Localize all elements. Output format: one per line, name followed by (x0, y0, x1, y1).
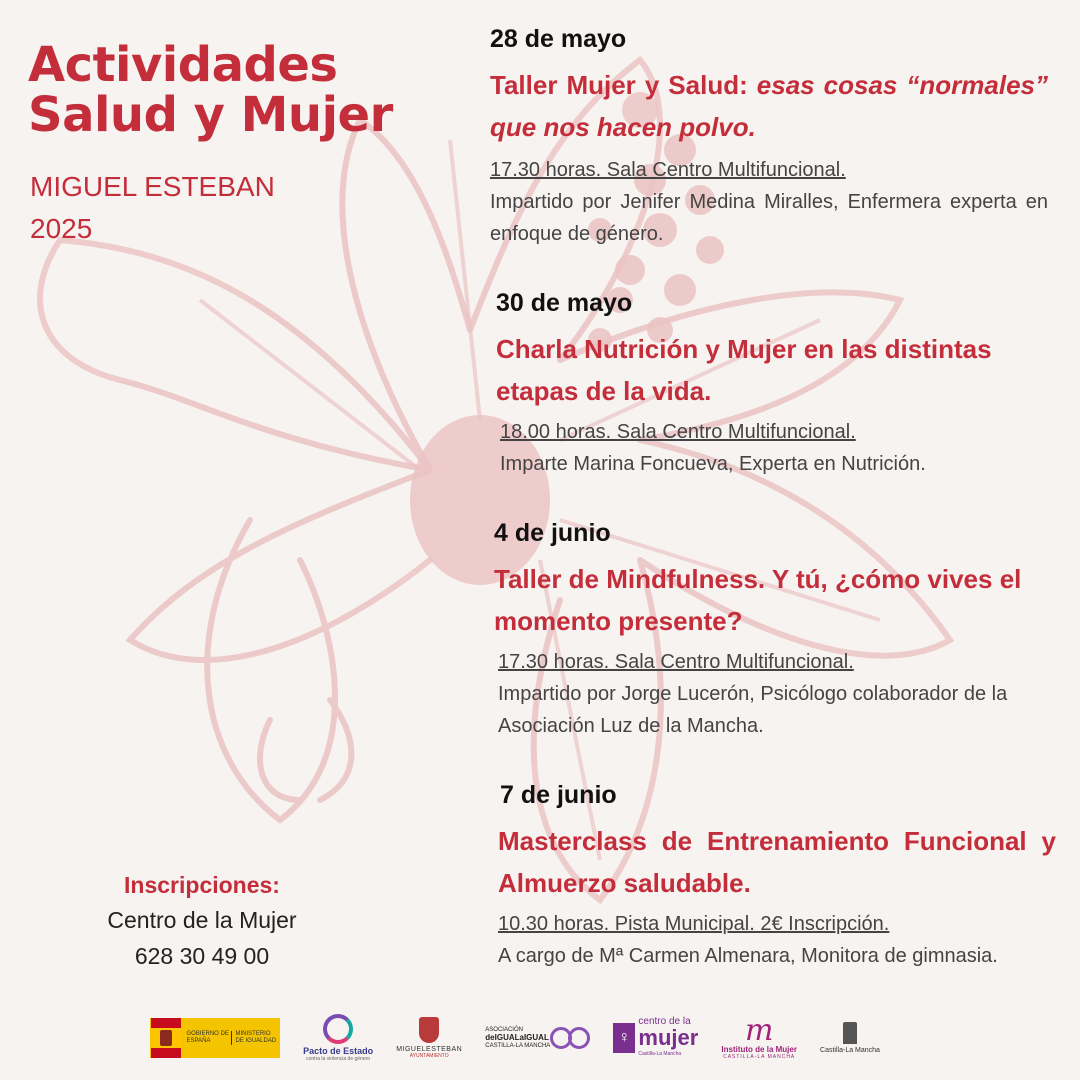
event-title-italic: esas cosas “normales” que nos hacen polvo. (490, 70, 1048, 142)
spain-flag-icon (151, 1018, 181, 1058)
gender-symbols-icon (554, 1027, 590, 1049)
event-4 (498, 780, 1056, 972)
instituto-mujer-logo (721, 1012, 797, 1060)
page-title (28, 37, 393, 143)
instituto-m-icon: m (744, 1012, 774, 1048)
centro-label: centro de la (638, 1016, 691, 1027)
asociacion-name: deIGUALaIGUAL (485, 1033, 549, 1042)
instituto-region: CASTILLA-LA MANCHA (723, 1053, 796, 1060)
location: MIGUEL ESTEBAN (30, 171, 275, 202)
event-title: Masterclass de Entrenamiento Funcional y Almuerzo saludable. (498, 826, 1056, 898)
event-date: 4 de junio (494, 519, 611, 547)
event-date: 28 de mayo (490, 25, 627, 53)
event-time-place: 10.30 horas. Pista Municipal. 2€ Inscripción. (498, 913, 890, 935)
pacto-label: Pacto de Estado (303, 1046, 374, 1056)
event-title: Charla Nutrición y Mujer en las distintas etapas de la vida. (496, 334, 992, 406)
centro-mujer-logo (613, 1016, 698, 1060)
event-speaker: A cargo de Mª Carmen Almenara, Monitora de gimnasia. (498, 945, 998, 967)
event-time-place: 17.30 horas. Sala Centro Multifuncional. (498, 651, 854, 673)
female-symbol-icon: ♀ (613, 1023, 635, 1053)
registration-place: Centro de la Mujer (107, 907, 297, 933)
title-line-2: Salud y Mujer (28, 87, 393, 143)
ministerio-label: MINISTERIO DE IGUALDAD (231, 1031, 280, 1045)
event-date: 30 de mayo (496, 289, 633, 317)
event-time-place: 17.30 horas. Sala Centro Multifuncional. (490, 159, 846, 181)
castle-icon (843, 1022, 857, 1044)
shield-icon (419, 1017, 439, 1043)
sponsor-logos (150, 1010, 880, 1066)
year: 2025 (30, 213, 93, 244)
registration-label: Inscripciones: (124, 872, 280, 898)
instituto-label: Instituto de la Mujer (721, 1044, 797, 1054)
event-speaker: Imparte Marina Foncueva, Experta en Nutrición. (500, 453, 926, 475)
miguel-esteban-label: MIGUELESTEBAN (396, 1046, 463, 1053)
subtitle (30, 166, 275, 250)
event-speaker: Impartido por Jorge Lucerón, Psicólogo colaborador de la Asociación Luz de la Mancha. (498, 683, 1008, 737)
clm-label: Castilla-La Mancha (820, 1047, 880, 1054)
registration-info (70, 868, 334, 974)
title-line-1: Actividades (28, 37, 338, 93)
event-speaker: Impartido por Jenifer Medina Miralles, Enfermera experta en enfoque de género. (490, 191, 1048, 245)
pacto-estado-logo (303, 1014, 373, 1062)
centro-region: Castilla-La Mancha (638, 1051, 682, 1057)
asociacion-igual-logo (485, 1026, 590, 1050)
gobierno-label: GOBIERNO DE ESPAÑA (186, 1031, 229, 1044)
registration-phone: 628 30 49 00 (134, 943, 270, 969)
mujer-label: mujer (638, 1025, 699, 1050)
asociacion-label: ASOCIACIÓN (485, 1027, 523, 1033)
gobierno-espana-logo (150, 1018, 280, 1058)
ayuntamiento-label: AYUNTAMIENTO (409, 1053, 449, 1059)
event-2 (496, 288, 1056, 480)
event-time-place: 18.00 horas. Sala Centro Multifuncional. (500, 421, 856, 443)
castilla-la-mancha-logo (820, 1022, 880, 1054)
event-title (490, 64, 1048, 148)
event-title: Taller de Mindfulness. Y tú, ¿cómo vives el momento presente? (494, 564, 1022, 636)
pacto-ring-icon (323, 1014, 353, 1044)
miguel-esteban-logo (396, 1017, 462, 1059)
pacto-sublabel: contra la violencia de género (306, 1056, 371, 1062)
event-3 (494, 518, 1054, 742)
event-title-plain: Taller Mujer y Salud: (490, 70, 757, 100)
event-1 (490, 24, 1048, 250)
event-date: 7 de junio (500, 781, 617, 809)
asociacion-region: CASTILLA-LA MANCHA (485, 1043, 551, 1049)
